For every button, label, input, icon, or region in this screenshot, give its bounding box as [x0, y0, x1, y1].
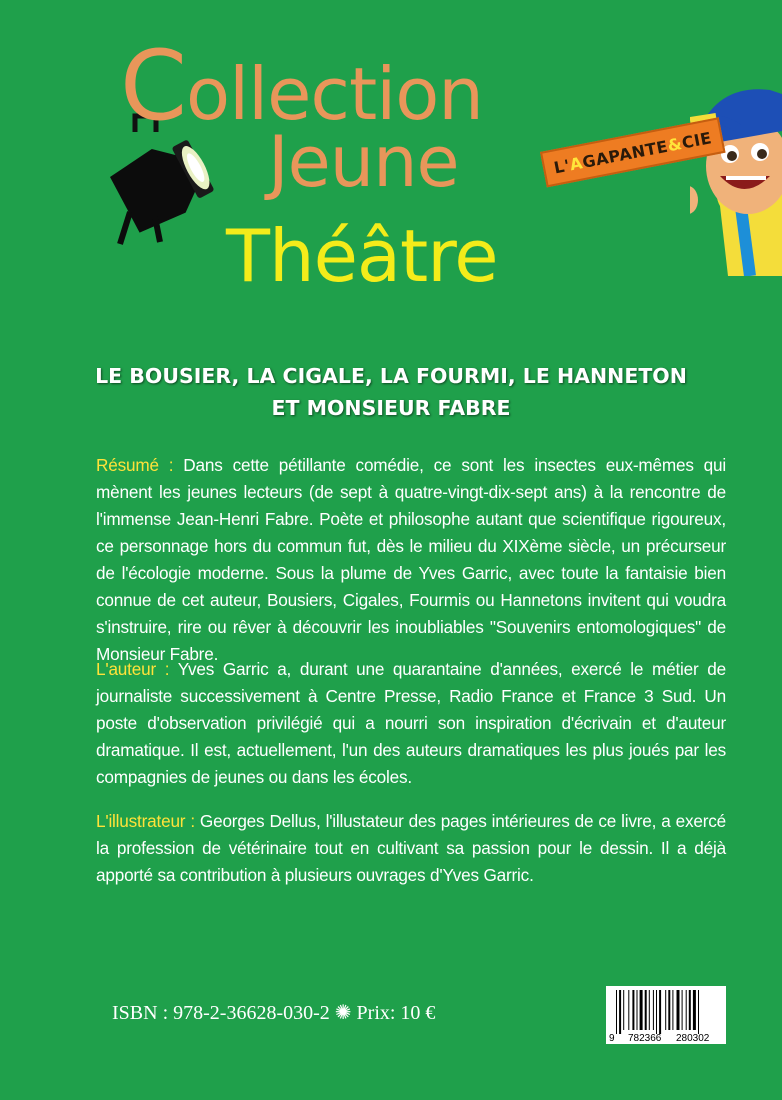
- price-text: Prix: 10 €: [356, 1002, 436, 1024]
- barcode-group-1: 782366: [628, 1033, 662, 1044]
- summary-paragraph: [96, 452, 726, 668]
- author-paragraph: [96, 656, 726, 791]
- illustrator-label: L'illustrateur :: [96, 811, 195, 831]
- author-label: L'auteur :: [96, 659, 170, 679]
- barcode: [606, 986, 726, 1044]
- barcode-bars: [606, 986, 726, 1044]
- book-title-line-1: LE BOUSIER, LA CIGALE, LA FOURMI, LE HANNETON: [95, 364, 687, 388]
- illustrator-text: Georges Dellus, l'illustateur des pages intérieures de ce livre, a exercé la profession de vétérinaire tout en cultivant sa passion pour le dessin. Il a déjà apporté sa contribution à plusieurs ouvrages d'Yves Garric.: [96, 811, 726, 885]
- barcode-first-digit: 9: [609, 1033, 615, 1044]
- isbn-price-line: [112, 1000, 435, 1025]
- book-title-line-2: ET MONSIEUR FABRE: [271, 396, 511, 420]
- collection-word-jeune: Jeune: [268, 121, 459, 203]
- separator-icon: ✺: [334, 1002, 352, 1024]
- isbn-text: ISBN : 978-2-36628-030-2: [112, 1002, 330, 1024]
- collection-word-collection: Collection: [120, 30, 483, 142]
- author-text: Yves Garric a, durant une quarantaine d'années, exercé le métier de journaliste successivement à Centre Presse, Radio France et France 3 Sud. Un poste d'observation privilégié qui a nourri son inspiration d'écrivain et d'auteur dramatique. Il est, actuellement, l'un des auteurs dramatiques les plus joués par les compagnies de jeunes ou dans les écoles.: [96, 659, 726, 787]
- collection-word-theatre: Théâtre: [226, 214, 498, 298]
- publisher-name: L'AGAPANTE&CIE: [552, 127, 714, 177]
- illustrator-paragraph: [96, 808, 726, 889]
- book-title: [60, 360, 722, 424]
- summary-label: Résumé :: [96, 455, 174, 475]
- summary-text: Dans cette pétillante comédie, ce sont les insectes eux-mêmes qui mènent les jeunes lecteurs (de sept à quatre-vingt-dix-sept ans) à la rencontre de l'immense Jean-Henri Fabre. Poète et philosophe autant que scientifique rigoureux, ce personnage hors du commun fut, dès le milieu du XIXème siècle, un précurseur de l'écologie moderne. Sous la plume de Yves Garric, avec toute la fantaisie bien connue de cet auteur, Bousiers, Cigales, Fourmis ou Hannetons invitent qui voudra s'instruire, rire ou rêver à découvrir les inoubliables "Souvenirs entomologiques" de Monsieur Fabre.: [96, 455, 727, 664]
- kid-mascot-illustration: [690, 76, 782, 281]
- barcode-group-2: 280302: [676, 1033, 710, 1044]
